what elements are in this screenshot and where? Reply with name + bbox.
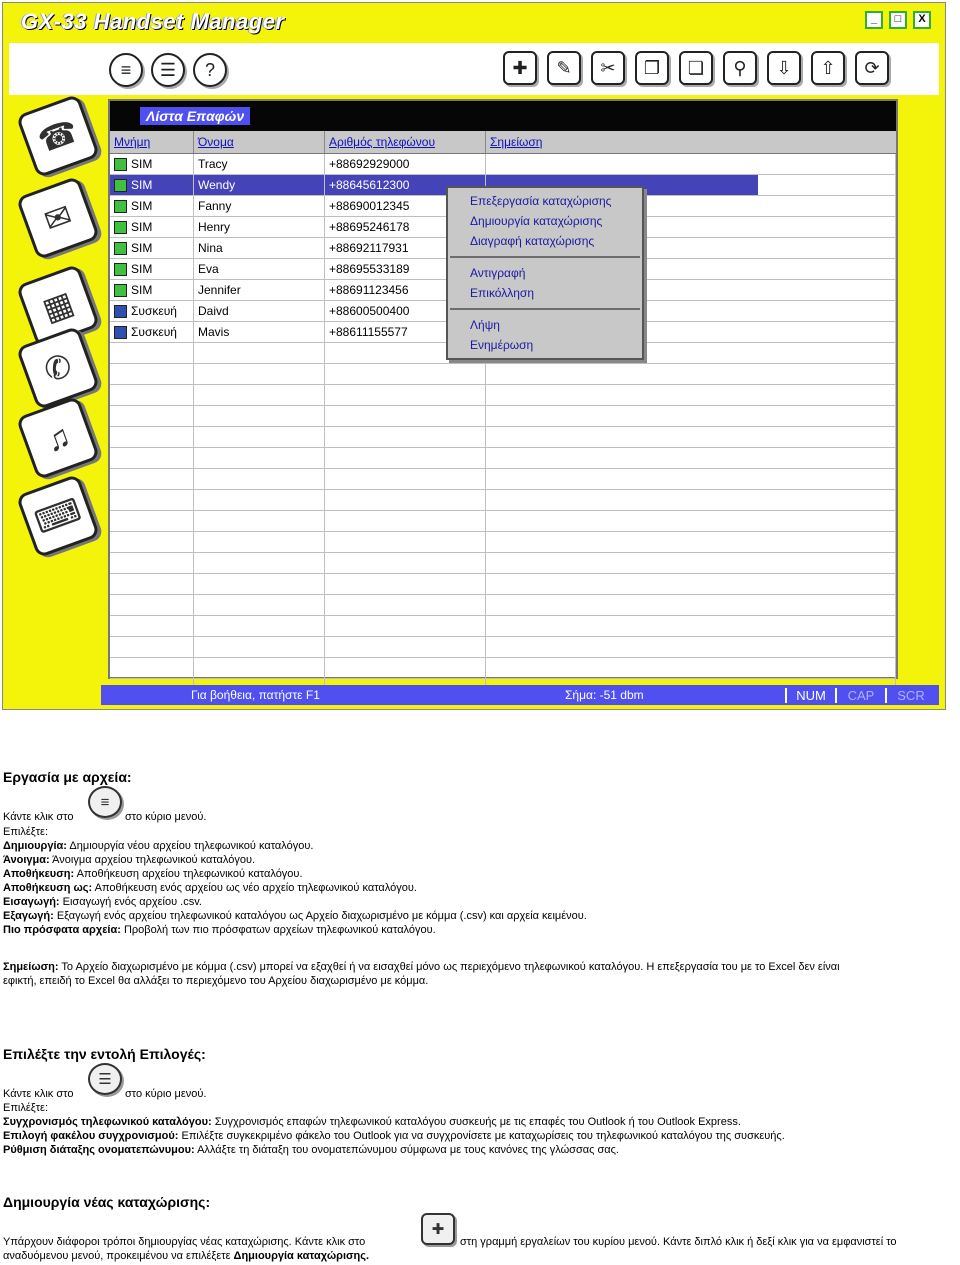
list-item: Εισαγωγή: Εισαγωγή ενός αρχείου .csv. xyxy=(3,896,202,908)
empty-cell xyxy=(325,553,486,573)
phonebook-icon[interactable]: ☎ xyxy=(16,94,101,179)
click-instruction: Κάντε κλικ στο xyxy=(3,811,74,823)
cell-name: Tracy xyxy=(194,154,325,174)
context-menu-item[interactable]: Επεξεργασία καταχώρισης xyxy=(470,194,612,208)
column-header-name[interactable]: Όνομα xyxy=(194,131,325,153)
cell-number: +88611155577 xyxy=(325,322,486,342)
click-instruction-suffix: στο κύριο μενού. xyxy=(125,1088,207,1100)
menu-separator xyxy=(450,308,640,310)
empty-cell xyxy=(325,406,486,426)
empty-cell xyxy=(486,490,896,510)
cell-memory: Συσκευή xyxy=(110,322,194,342)
list-item: Αποθήκευση: Αποθήκευση αρχείου τηλεφωνικού καταλόγου. xyxy=(3,868,303,880)
empty-cell xyxy=(194,511,325,531)
cell-name: Eva xyxy=(194,259,325,279)
table-row xyxy=(110,469,896,490)
sim-memory-icon xyxy=(114,263,127,276)
menu-separator xyxy=(450,256,640,258)
empty-cell xyxy=(486,427,896,447)
empty-cell xyxy=(194,490,325,510)
cell-memory: SIM xyxy=(110,175,194,195)
cell-number: +88691123456 xyxy=(325,280,486,300)
empty-cell xyxy=(110,616,194,636)
empty-cell xyxy=(325,595,486,615)
table-row xyxy=(110,616,896,637)
empty-cell xyxy=(486,385,896,405)
sim-memory-icon xyxy=(114,284,127,297)
empty-cell xyxy=(486,574,896,594)
empty-cell xyxy=(194,637,325,657)
cell-note xyxy=(486,154,896,174)
messages-icon[interactable]: ✉ xyxy=(16,176,101,261)
schedule-icon[interactable]: ▦ xyxy=(16,264,101,349)
upload-icon[interactable]: ⇧ xyxy=(811,51,845,85)
list-item: Ρύθμιση διάταξης ονοματεπώνυμου: Αλλάξτε τη διάταξη του ονοματεπώνυμου σύμφωνα με τους κανόνες της γλώσσας σας. xyxy=(3,1144,619,1156)
sim-memory-icon xyxy=(114,221,127,234)
empty-cell xyxy=(325,574,486,594)
empty-cell xyxy=(325,385,486,405)
new-entry-icon: ✚ xyxy=(421,1213,455,1245)
empty-cell xyxy=(486,553,896,573)
sync-icon[interactable]: ⟳ xyxy=(855,51,889,85)
cell-memory: SIM xyxy=(110,238,194,258)
status-bar xyxy=(101,685,939,705)
empty-cell xyxy=(325,364,486,384)
cell-number: +88645612300 xyxy=(325,175,486,195)
empty-cell xyxy=(194,343,325,363)
list-item: Συγχρονισμός τηλεφωνικού καταλόγου: Συγχρονισμός επαφών τηλεφωνικού καταλόγου συσκευής με τις επαφές του Outlook ή του Outlook Express. xyxy=(3,1116,741,1128)
table-row xyxy=(110,532,896,553)
cell-name: Nina xyxy=(194,238,325,258)
options-menu-icon: ☰ xyxy=(88,1063,122,1095)
download-icon[interactable]: ⇩ xyxy=(767,51,801,85)
empty-cell xyxy=(486,532,896,552)
empty-cell xyxy=(486,406,896,426)
handset-icon[interactable]: ✆ xyxy=(16,326,101,411)
click-instruction: Κάντε κλικ στο xyxy=(3,1088,74,1100)
new-entry-icon[interactable]: ✚ xyxy=(503,51,537,85)
empty-cell xyxy=(194,595,325,615)
empty-cell xyxy=(110,574,194,594)
table-row xyxy=(110,427,896,448)
edit-entry-icon[interactable]: ✎ xyxy=(547,51,581,85)
table-row xyxy=(110,637,896,658)
note-line: εφικτή, επειδή το Excel θα αλλάξει το περιεχόμενο του Αρχείου διαχωρισμένο με κόμμα. xyxy=(3,975,429,987)
cell-memory: SIM xyxy=(110,259,194,279)
empty-cell xyxy=(486,637,896,657)
cell-memory: SIM xyxy=(110,196,194,216)
empty-cell xyxy=(486,595,896,615)
panel-title: Λίστα Επαφών xyxy=(110,101,896,131)
table-row xyxy=(110,490,896,511)
empty-cell xyxy=(110,637,194,657)
empty-cell xyxy=(194,406,325,426)
note-line: Σημείωση: Το Αρχείο διαχωρισμένο με κόμμα (.csv) μπορεί να εξαχθεί ή να εισαχθεί μόνο ως περιεχόμενο τηλεφωνικού καταλόγου. Η επεξεργασία του με το Excel δεν είναι xyxy=(3,961,840,973)
options-menu-icon[interactable]: ☰ xyxy=(151,53,185,87)
help-menu-icon[interactable]: ? xyxy=(193,53,227,87)
empty-cell xyxy=(486,511,896,531)
main-menu-buttons xyxy=(109,53,227,87)
cell-name: Henry xyxy=(194,217,325,237)
empty-cell xyxy=(325,427,486,447)
paragraph-line: Υπάρχουν διάφοροι τρόποι δημιουργίας νέας καταχώρισης. Κάντε κλικ στο xyxy=(3,1236,366,1248)
status-num: NUM xyxy=(785,688,835,703)
click-instruction-suffix: στο κύριο μενού. xyxy=(125,811,207,823)
empty-cell xyxy=(325,658,486,678)
cell-number: +88695246178 xyxy=(325,217,486,237)
table-row xyxy=(110,364,896,385)
cell-number: +88690012345 xyxy=(325,196,486,216)
empty-cell xyxy=(325,490,486,510)
empty-cell xyxy=(110,448,194,468)
copy-icon[interactable]: ❐ xyxy=(635,51,669,85)
device-memory-icon xyxy=(114,305,127,318)
delete-entry-icon[interactable]: ✂ xyxy=(591,51,625,85)
empty-cell xyxy=(325,469,486,489)
connection-icon[interactable]: ⌨ xyxy=(16,474,101,559)
table-row xyxy=(110,511,896,532)
cell-memory: Συσκευή xyxy=(110,301,194,321)
table-row xyxy=(110,448,896,469)
cell-name: Fanny xyxy=(194,196,325,216)
section-title-new-entry: Δημιουργία νέας καταχώρισης: xyxy=(3,1194,211,1210)
table-row xyxy=(110,658,896,679)
paste-icon[interactable]: ❏ xyxy=(679,51,713,85)
sim-memory-icon xyxy=(114,242,127,255)
table-row[interactable] xyxy=(110,154,896,175)
empty-cell xyxy=(194,364,325,384)
context-menu-item[interactable]: Αντιγραφή xyxy=(470,266,526,280)
app-title: GX-33 Handset Manager xyxy=(21,9,285,34)
empty-cell xyxy=(110,406,194,426)
context-menu xyxy=(446,186,644,360)
table-row xyxy=(110,406,896,427)
sim-memory-icon xyxy=(114,158,127,171)
select-label: Επιλέξτε: xyxy=(3,1102,49,1114)
select-label: Επιλέξτε: xyxy=(3,826,49,838)
minimize-button[interactable]: _ xyxy=(865,11,883,29)
paragraph-line: αναδυόμενου μενού, προκειμένου να επιλέξετε Δημιουργία καταχώρισης. xyxy=(3,1250,370,1262)
empty-cell xyxy=(110,343,194,363)
context-menu-item[interactable]: Λήψη xyxy=(470,318,500,332)
empty-cell xyxy=(110,658,194,678)
context-menu-item[interactable]: Δημιουργία καταχώρισης xyxy=(470,214,603,228)
empty-cell xyxy=(486,364,896,384)
empty-cell xyxy=(325,511,486,531)
close-button[interactable]: X xyxy=(913,11,931,29)
column-header-memory[interactable]: Μνήμη xyxy=(110,131,194,153)
empty-cell xyxy=(194,616,325,636)
list-item: Δημιουργία: Δημιουργία νέου αρχείου τηλεφωνικού καταλόγου. xyxy=(3,840,314,852)
column-header-note[interactable]: Σημείωση xyxy=(490,135,543,149)
table-row xyxy=(110,595,896,616)
status-scr: SCR xyxy=(885,688,935,703)
paragraph-line-suffix: στη γραμμή εργαλείων του κυρίου μενού. Κάντε διπλό κλικ ή δεξί κλικ για να εμφανιστεί το xyxy=(460,1236,897,1248)
file-menu-icon: ≡ xyxy=(88,786,122,818)
empty-cell xyxy=(110,511,194,531)
empty-cell xyxy=(110,427,194,447)
cell-number: +88695533189 xyxy=(325,259,486,279)
cell-memory: SIM xyxy=(110,217,194,237)
empty-cell xyxy=(194,574,325,594)
empty-cell xyxy=(325,616,486,636)
empty-cell xyxy=(110,469,194,489)
empty-cell xyxy=(486,448,896,468)
toolbar-buttons xyxy=(503,51,889,85)
app-window xyxy=(2,2,946,710)
cell-name: Daivd xyxy=(194,301,325,321)
table-header xyxy=(110,131,896,154)
empty-cell xyxy=(110,532,194,552)
maximize-button[interactable]: □ xyxy=(889,11,907,29)
table-row xyxy=(110,385,896,406)
list-item: Αποθήκευση ως: Αποθήκευση ενός αρχείου ως νέο αρχείο τηλεφωνικού καταλόγου. xyxy=(3,882,417,894)
empty-cell xyxy=(194,385,325,405)
device-memory-icon xyxy=(114,326,127,339)
status-help-text: Για βοήθεια, πατήστε F1 xyxy=(191,688,320,702)
status-cap: CAP xyxy=(835,688,885,703)
empty-cell xyxy=(110,553,194,573)
empty-cell xyxy=(194,469,325,489)
cell-name: Mavis xyxy=(194,322,325,342)
sim-memory-icon xyxy=(114,200,127,213)
empty-cell xyxy=(194,553,325,573)
status-signal: Σήμα: -51 dbm xyxy=(565,688,644,702)
section-title-files: Εργασία με αρχεία: xyxy=(3,769,132,785)
empty-cell xyxy=(194,532,325,552)
empty-cell xyxy=(110,490,194,510)
empty-cell xyxy=(325,448,486,468)
cell-name: Jennifer xyxy=(194,280,325,300)
cell-number: +88600500400 xyxy=(325,301,486,321)
empty-cell xyxy=(486,469,896,489)
cell-memory: SIM xyxy=(110,280,194,300)
table-row xyxy=(110,553,896,574)
empty-cell xyxy=(110,385,194,405)
cell-number: +88692117931 xyxy=(325,238,486,258)
toolbar xyxy=(9,43,939,95)
context-menu-item[interactable]: Ενημέρωση xyxy=(470,338,534,352)
empty-cell xyxy=(194,427,325,447)
context-menu-item[interactable]: Επικόλληση xyxy=(470,286,535,300)
table-row xyxy=(110,574,896,595)
empty-cell xyxy=(325,532,486,552)
empty-cell xyxy=(110,364,194,384)
find-icon[interactable]: ⚲ xyxy=(723,51,757,85)
file-menu-icon[interactable]: ≡ xyxy=(109,53,143,87)
section-title-options: Επιλέξτε την εντολή Επιλογές: xyxy=(3,1046,206,1062)
list-item: Επιλογή φακέλου συγχρονισμού: Επιλέξτε συγκεκριμένο φάκελο του Outlook για να συγχρονίσετε με καταχωρίσεις του τηλεφωνικού καταλόγου της συσκευής. xyxy=(3,1130,785,1142)
empty-cell xyxy=(194,448,325,468)
cell-memory: SIM xyxy=(110,154,194,174)
cell-number: +88692929000 xyxy=(325,154,486,174)
window-controls xyxy=(865,11,931,29)
empty-cell xyxy=(110,595,194,615)
empty-cell xyxy=(486,616,896,636)
empty-cell xyxy=(486,658,896,678)
column-header-number[interactable]: Αριθμός τηλεφώνου xyxy=(325,131,486,153)
ringtone-icon[interactable]: ♫ xyxy=(16,396,101,481)
empty-cell xyxy=(194,658,325,678)
empty-cell xyxy=(325,637,486,657)
context-menu-item[interactable]: Διαγραφή καταχώρισης xyxy=(470,234,595,248)
sim-memory-icon xyxy=(114,179,127,192)
list-item: Άνοιγμα: Άνοιγμα αρχείου τηλεφωνικού καταλόγου. xyxy=(3,854,256,866)
list-item: Πιο πρόσφατα αρχεία: Προβολή των πιο πρόσφατων αρχείων τηλεφωνικού καταλόγου. xyxy=(3,924,436,936)
cell-name: Wendy xyxy=(194,175,325,195)
list-item: Εξαγωγή: Εξαγωγή ενός αρχείου τηλεφωνικού καταλόγου ως Αρχείο διαχωρισμένο με κόμμα (.csv) και αρχεία κειμένου. xyxy=(3,910,587,922)
